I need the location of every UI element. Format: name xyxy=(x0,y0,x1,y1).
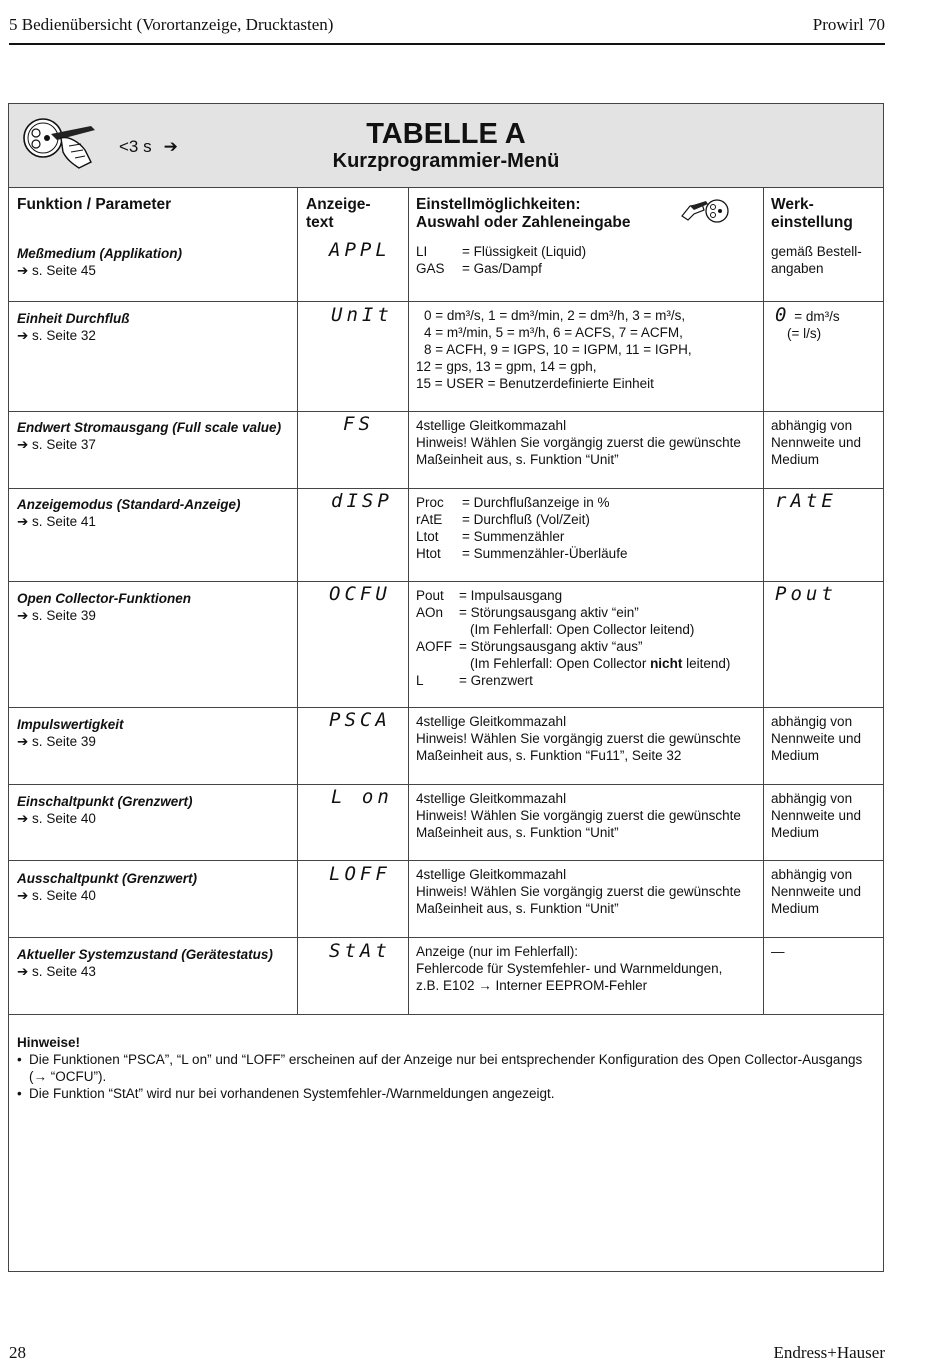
display-text: PSCA xyxy=(329,709,391,731)
row-divider xyxy=(9,784,883,785)
list-item: • Die Funktionen “PSCA”, “L on” und “LOFF” erscheinen auf der Anzeige nur bei entsprechender Konfiguration des Open Collector-Ausgangs (→ “OCFU”). xyxy=(17,1052,863,1084)
row-divider xyxy=(9,581,883,582)
table-row xyxy=(17,419,281,453)
page-reference: ➔ s. Seite 39 xyxy=(17,608,96,623)
options: Proc = Durchflußanzeige in % rAtE = Durchfluß (Vol/Zeit) Ltot = Summenzähler Htot = Summenzähler-Überläufe xyxy=(416,495,628,561)
default-value: Pout xyxy=(775,583,837,605)
row-divider xyxy=(9,860,883,861)
table-title: TABELLE A xyxy=(366,118,526,150)
function-name: Aktueller Systemzustand (Gerätestatus) xyxy=(17,947,273,962)
options: Anzeige (nur im Fehlerfall): Fehlercode für Systemfehler- und Warnmeldungen, z.B. E102 → Interner EEPROM-Fehler xyxy=(416,944,723,993)
column-header-options: Einstellmöglichkeiten: Auswahl oder Zahleneingabe xyxy=(416,196,631,231)
default-value: abhängig von Nennweite und Medium xyxy=(771,714,862,763)
display-text: L on xyxy=(331,786,393,808)
display-text: dISP xyxy=(331,490,393,512)
page-reference: ➔ s. Seite 41 xyxy=(17,514,96,529)
options: 4stellige Gleitkommazahl Hinweis! Wählen Sie vorgängig zuerst die gewünschte Maßeinheit aus, s. Funktion “Fu11”, Seite 32 xyxy=(416,714,741,763)
keypad-buttons-icon xyxy=(680,198,730,224)
table-row xyxy=(17,946,273,980)
table-banner xyxy=(9,104,883,188)
default-value: gemäß Bestell- angaben xyxy=(771,244,862,276)
function-name: Impulswertigkeit xyxy=(17,717,124,732)
options: 4stellige Gleitkommazahl Hinweis! Wählen Sie vorgängig zuerst die gewünschte Maßeinheit aus, s. Funktion “Unit” xyxy=(416,867,741,916)
table-row xyxy=(17,496,241,530)
display-text: OCFU xyxy=(329,583,391,605)
header-rule xyxy=(9,43,885,45)
notes-title: Hinweise! xyxy=(17,1035,81,1050)
section-heading: 5 Bedienübersicht (Vorortanzeige, Drucktasten) xyxy=(9,15,334,34)
display-text: FS xyxy=(343,413,374,435)
function-name: Endwert Stromausgang (Full scale value) xyxy=(17,420,282,435)
function-name: Anzeigemodus (Standard-Anzeige) xyxy=(17,497,241,512)
row-divider xyxy=(9,301,883,302)
column-header-function: Funktion / Parameter xyxy=(17,196,172,213)
options: 0 = dm³/s, 1 = dm³/min, 2 = dm³/h, 3 = m³/s, 4 = m³/min, 5 = m³/h, 6 = ACFS, 7 = ACFM, 8 = ACFH, 9 = IGPS, 10 = IGPM, 11 = IGPH, 12 = gps, 13 = gpm, 14 = gph, 15 = USER = Benutzerdefinierte Einheit xyxy=(416,308,692,391)
options: LI = Flüssigkeit (Liquid) GAS = Gas/Dampf xyxy=(416,244,587,276)
column-divider xyxy=(763,188,764,1014)
page-reference: ➔ s. Seite 40 xyxy=(17,811,96,826)
table-row xyxy=(17,793,193,827)
page-reference: ➔ s. Seite 37 xyxy=(17,437,96,452)
table-row xyxy=(17,590,191,624)
row-divider xyxy=(9,707,883,708)
default-value: — xyxy=(771,944,785,959)
options: 4stellige Gleitkommazahl Hinweis! Wählen Sie vorgängig zuerst die gewünschte Maßeinheit aus, s. Funktion “Unit” xyxy=(416,418,741,467)
column-divider xyxy=(408,188,409,1014)
notes-section xyxy=(17,1034,877,1102)
row-divider xyxy=(9,1014,883,1015)
table-row xyxy=(17,245,182,279)
row-divider xyxy=(9,411,883,412)
page-reference: ➔ s. Seite 45 xyxy=(17,263,96,278)
display-text: UnIt xyxy=(331,304,393,326)
column-divider xyxy=(297,188,298,1014)
table-row xyxy=(17,870,197,904)
hold-time-label: <3 s ➔ xyxy=(119,137,178,156)
display-text: APPL xyxy=(329,239,391,261)
default-value: abhängig von Nennweite und Medium xyxy=(771,418,862,467)
function-name: Einschaltpunkt (Grenzwert) xyxy=(17,794,193,809)
function-name: Open Collector-Funktionen xyxy=(17,591,191,606)
function-name: Einheit Durchfluß xyxy=(17,311,130,326)
quick-setup-table xyxy=(8,103,884,1272)
function-name: Ausschaltpunkt (Grenzwert) xyxy=(17,871,198,886)
default-value: abhängig von Nennweite und Medium xyxy=(771,791,862,840)
arrow-right-icon: ➔ xyxy=(163,137,178,156)
display-text: StAt xyxy=(329,940,391,962)
default-value: rAtE xyxy=(775,490,837,512)
page-reference: ➔ s. Seite 39 xyxy=(17,734,96,749)
table-subtitle: Kurzprogrammier-Menü xyxy=(332,150,560,172)
table-row xyxy=(17,310,130,344)
display-text: LOFF xyxy=(329,863,391,885)
page-number: 28 xyxy=(9,1343,26,1362)
row-divider xyxy=(9,488,883,489)
page-reference: ➔ s. Seite 32 xyxy=(17,328,96,343)
product-name: Prowirl 70 xyxy=(812,15,885,34)
column-header-display: Anzeige- text xyxy=(306,196,371,231)
function-name: Meßmedium (Applikation) xyxy=(17,246,182,261)
options: Pout = Impulsausgang AOn = Störungsausgang aktiv “ein” (Im Fehlerfall: Open Collector leitend) AOFF = Störungsausgang aktiv “aus” (Im Fehlerfall: Open Collector nicht leitend) L = Grenzwert xyxy=(416,588,731,688)
list-item: • Die Funktion “StAt” wird nur bei vorhandenen Systemfehler-/Warnmeldungen angezeigt. xyxy=(17,1086,555,1101)
column-header-default: Werk- einstellung xyxy=(771,196,853,231)
brand-name: Endress+Hauser xyxy=(773,1343,885,1362)
options: 4stellige Gleitkommazahl Hinweis! Wählen Sie vorgängig zuerst die gewünschte Maßeinheit aus, s. Funktion “Unit” xyxy=(416,791,741,840)
page-reference: ➔ s. Seite 43 xyxy=(17,964,96,979)
table-row xyxy=(17,716,124,750)
default-value: abhängig von Nennweite und Medium xyxy=(771,867,862,916)
page-reference: ➔ s. Seite 40 xyxy=(17,888,96,903)
row-divider xyxy=(9,937,883,938)
default-value: 0 = dm³/s (= l/s) xyxy=(775,304,840,341)
